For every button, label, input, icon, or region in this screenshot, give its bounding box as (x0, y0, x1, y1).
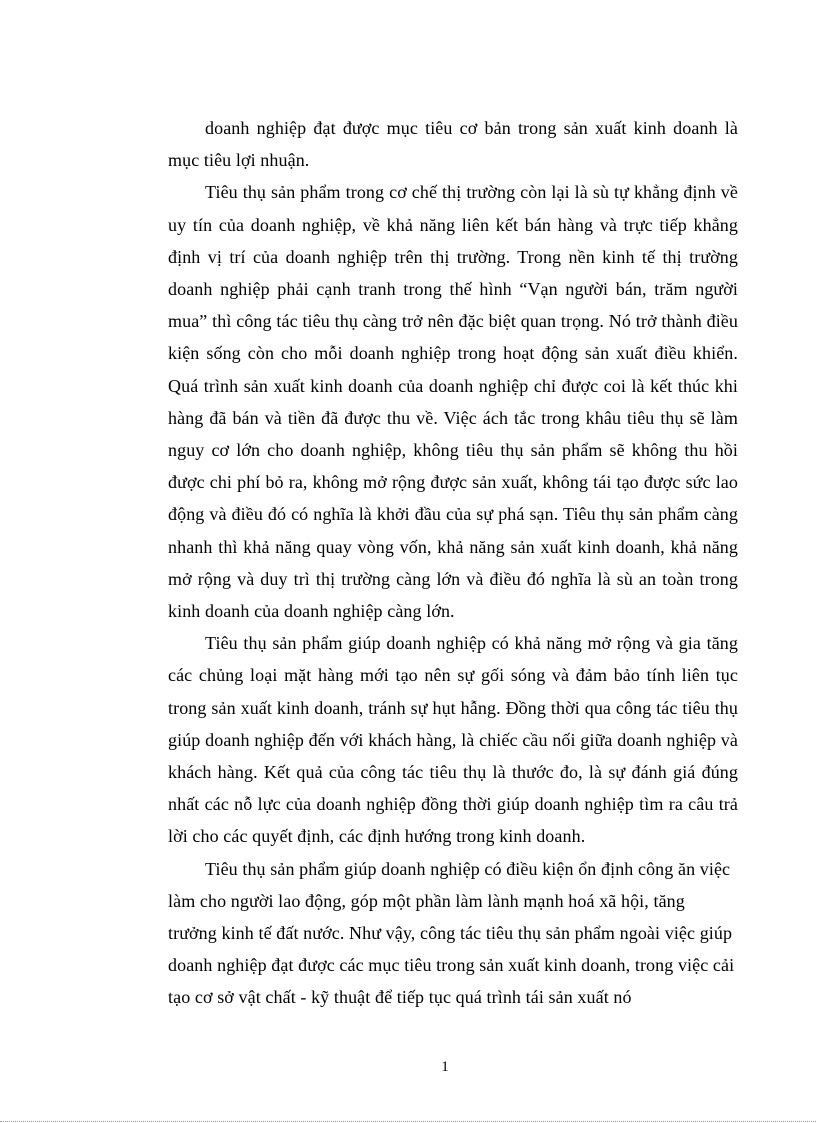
paragraph: Tiêu thụ sản phẩm giúp doanh nghiệp có điều kiện ổn định công ăn việc làm cho người lao động, góp một phần làm lành mạnh hoá xã hội, tăng trưởng kinh tế đất nước. Như vậy, công tác tiêu thụ sản phẩm ngoài việc giúp doanh nghiệp đạt được các mục tiêu trong sản xuất kinh doanh, trong việc cải tạo cơ sở vật chất - kỹ thuật để tiếp tục quá trình tái sản xuất nó (168, 858, 735, 1008)
page-number: 1 (441, 1059, 449, 1075)
document-body (168, 112, 738, 1014)
paragraph-continuation: doanh nghiệp đạt được mục tiêu cơ bản trong sản xuất kinh doanh là mục tiêu lợi nhuận. (168, 118, 738, 171)
paragraph: Tiêu thụ sản phẩm giúp doanh nghiệp có khả năng mở rộng và gia tăng các chủng loại mặt hàng mới tạo nên sự gối sóng và đảm bảo tính liên tục trong sản xuất kinh doanh, tránh sự hụt hẫng. Đồng thời qua công tác tiêu thụ giúp doanh nghiệp đến với khách hàng, là chiếc cầu nối giữa doanh nghiệp và khách hàng. Kết quả của công tác tiêu thụ là thước đo, là sự đánh giá đúng nhất các nỗ lực của doanh nghiệp đồng thời giúp doanh nghiệp tìm ra câu trả lời cho các quyết định, các định hướng trong kinh doanh. (168, 633, 738, 847)
paragraph: Tiêu thụ sản phẩm trong cơ chế thị trường còn lại là sù tự khẳng định về uy tín của doanh nghiệp, về khả năng liên kết bán hàng và trực tiếp khẳng định vị trí của doanh nghiệp trên thị trường. Trong nền kinh tế thị trường doanh nghiệp phải cạnh tranh trong thế hình “Vạn người bán, trăm người mua” thì công tác tiêu thụ càng trở nên đặc biệt quan trọng. Nó trở thành điều kiện sống còn cho mỗi doanh nghiệp trong hoạt động sản xuất điều khiển. Quá trình sản xuất kinh doanh của doanh nghiệp chỉ được coi là kết thúc khi hàng đã bán và tiền đã được thu về. Việc ách tắc trong khâu tiêu thụ sẽ làm nguy cơ lớn cho doanh nghiệp, không tiêu thụ sản phẩm sẽ không thu hồi được chi phí bỏ ra, không mở rộng được sản xuất, không tái tạo được sức lao động và điều đó có nghĩa là khởi đầu của sự phá sạn. Tiêu thụ sản phẩm càng nhanh thì khả năng quay vòng vốn, khả năng sản xuất kinh doanh, khả năng mở rộng và duy trì thị trường càng lớn và điều đó nghĩa là sù an toàn trong kinh doanh của doanh nghiệp càng lớn. (168, 182, 738, 622)
page-bottom-border (0, 1121, 816, 1122)
